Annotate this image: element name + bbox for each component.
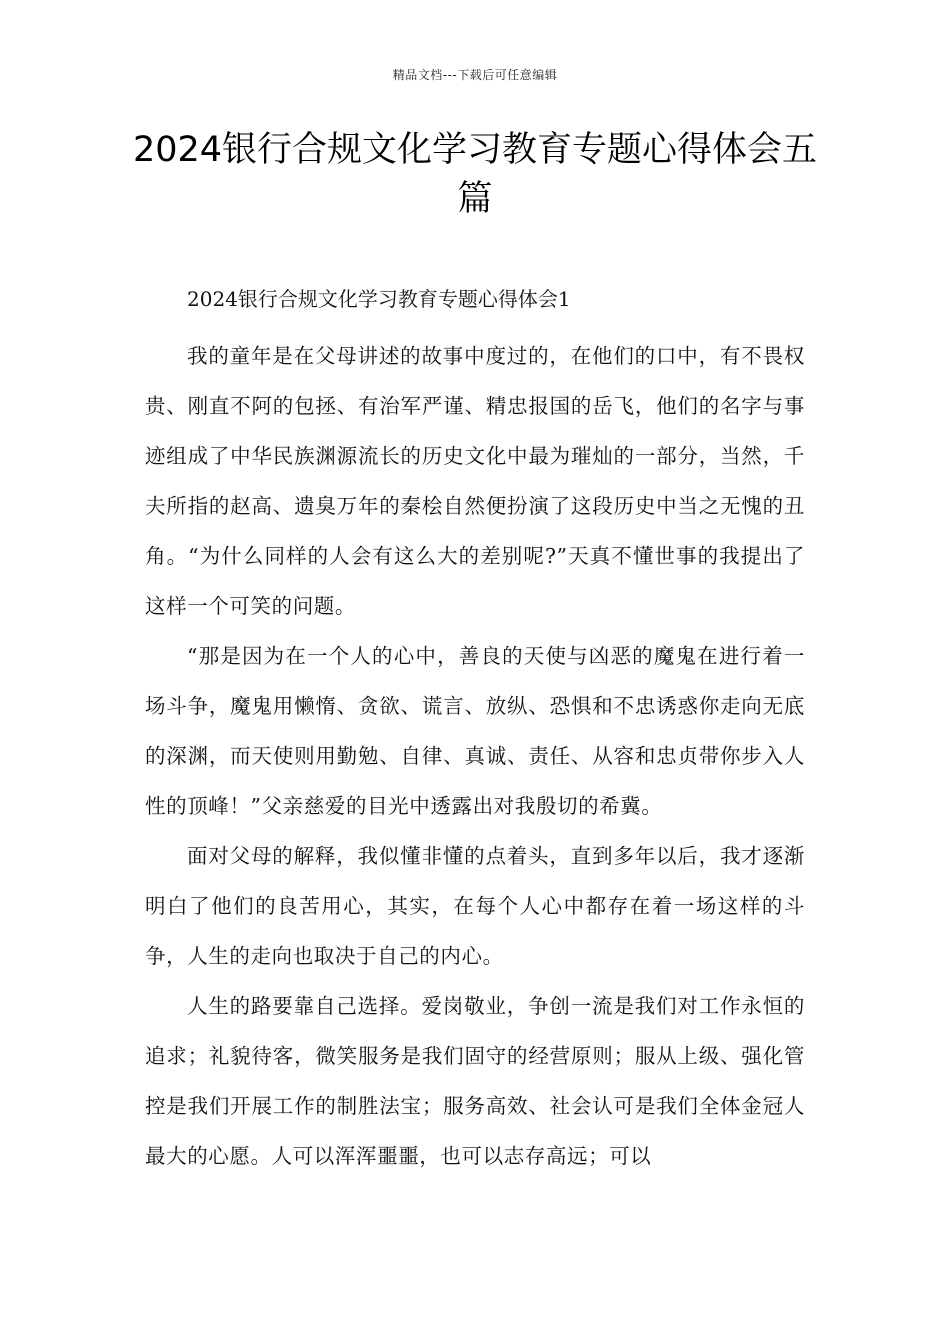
page-header-note: 精品文档---下载后可任意编辑 (392, 68, 558, 82)
paragraph-1: 我的童年是在父母讲述的故事中度过的，在他们的口中，有不畏权贵、刚直不阿的包拯、有治军严谨、精忠报国的岳飞，他们的名字与事迹组成了中华民族渊源流长的历史文化中最为璀灿的一部分，当然，千夫所指的赵高、遗臭万年的秦桧自然便扮演了这段历史中当之无愧的丑角。“为什么同样的人会有这么大的差别呢?”天真不懂世事的我提出了这样一个可笑的问题。 (145, 344, 805, 618)
section-heading: 2024银行合规文化学习教育专题心得体会1 (187, 287, 571, 311)
paragraph-3: 面对父母的解释，我似懂非懂的点着头，直到多年以后，我才逐渐明白了他们的良苦用心，其实，在每个人心中都存在着一场这样的斗争，人生的走向也取决于自己的内心。 (145, 844, 805, 968)
paragraph-2: “那是因为在一个人的心中，善良的天使与凶恶的魔鬼在进行着一场斗争，魔鬼用懒惰、贪欲、谎言、放纵、恐惧和不忠诱惑你走向无底的深渊，而天使则用勤勉、自律、真诚、责任、从容和忠贞带你步入人性的顶峰！”父亲慈爱的目光中透露出对我殷切的希冀。 (145, 644, 805, 818)
document-title: 2024银行合规文化学习教育专题心得体会五篇 (132, 130, 818, 219)
document-body (145, 281, 805, 1181)
paragraph-4: 人生的路要靠自己选择。爱岗敬业，争创一流是我们对工作永恒的追求；礼貌待客，微笑服务是我们固守的经营原则；服从上级、强化管控是我们开展工作的制胜法宝；服务高效、社会认可是我们全体金冠人最大的心愿。人可以浑浑噩噩，也可以志存高远；可以 (145, 994, 805, 1168)
